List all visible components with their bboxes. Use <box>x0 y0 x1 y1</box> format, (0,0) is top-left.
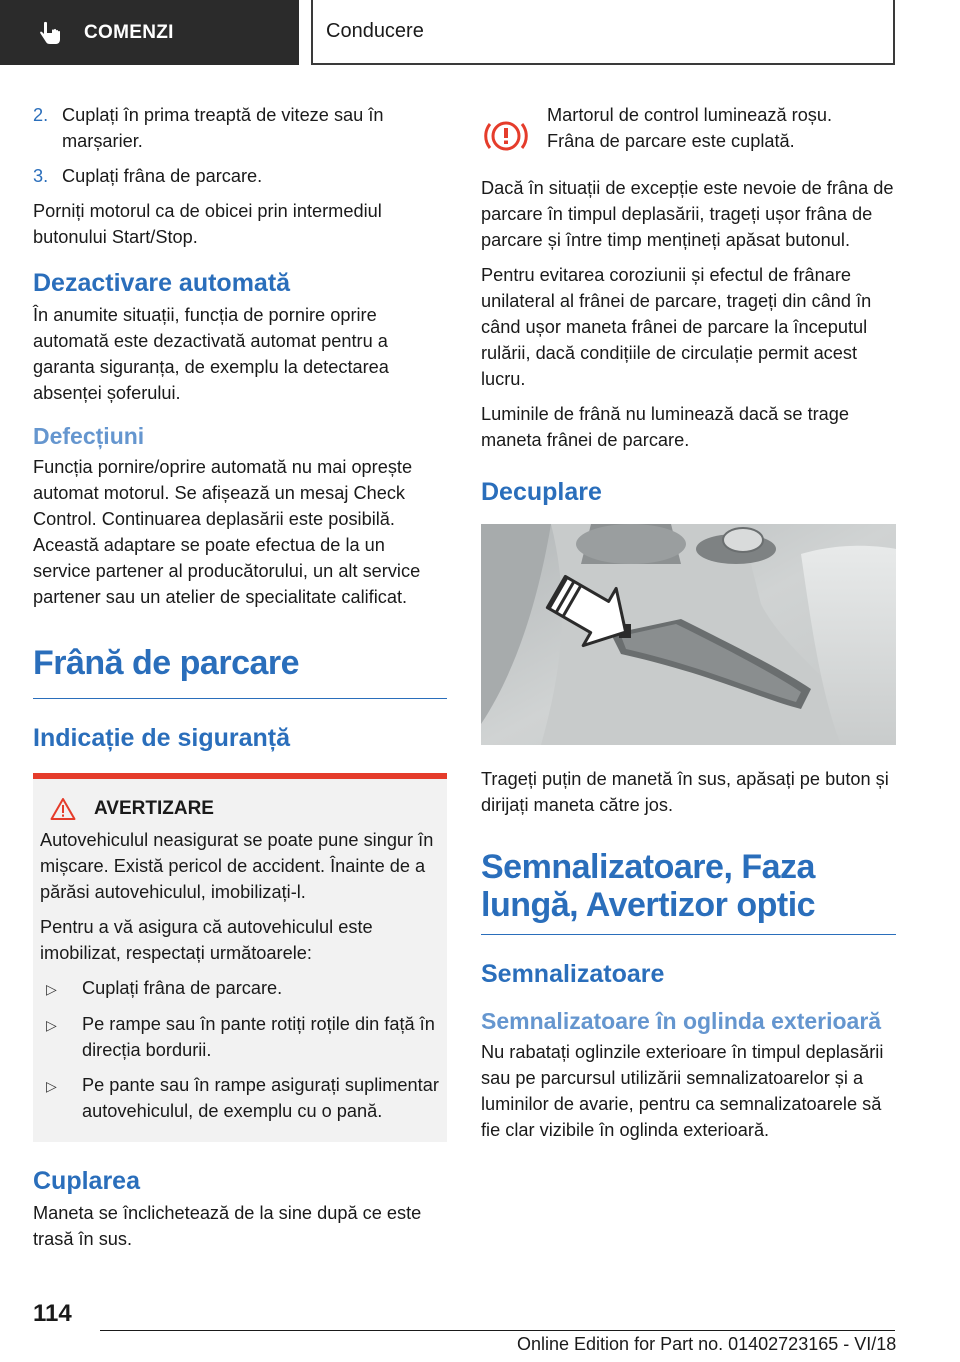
step-item <box>33 102 447 154</box>
lamp-text-line: Martorul de control luminează roșu. <box>547 105 833 125</box>
right-column <box>481 102 896 1152</box>
warning-triangle-icon <box>50 797 76 821</box>
indicator-lamp-block <box>481 102 896 161</box>
section-title: COMENZI <box>84 21 174 43</box>
step-number: 3. <box>33 166 49 186</box>
step-text: Cuplați în prima treaptă de viteze sau în marșarier. <box>62 105 384 151</box>
chapter-title: Conducere <box>326 20 424 42</box>
paragraph-oglinda: Nu rabatați oglinzile exterioare în timpul deplasării sau pe parcursul utilizării semnalizatoarelor și a luminilor de avarie, pentru ca semnalizatoarele să fie clar vizibile în oglinda exterioară. <box>481 1042 884 1140</box>
bullet-triangle-icon: ▷ <box>46 1078 57 1094</box>
heading-decuplare: Decuplare <box>481 478 602 506</box>
start-paragraph: Porniți motorul ca de obicei prin intermediul butonului Start/Stop. <box>33 201 382 247</box>
warning-title: AVERTIZARE <box>50 797 439 821</box>
header-section-tab <box>0 0 299 65</box>
heading-dezactivare: Dezactivare automată <box>33 269 291 297</box>
page-number: 114 <box>33 1300 72 1327</box>
parking-brake-lever-image <box>481 524 896 745</box>
bullet-triangle-icon: ▷ <box>46 1017 57 1033</box>
warning-paragraph: Autovehiculul neasigurat se poate pune singur în mișcare. Există pericol de accident. Înainte de a părăsi autovehiculul, imobilizați-l. <box>40 830 434 902</box>
hand-pointer-icon <box>38 20 64 46</box>
paragraph: Luminile de frână nu luminează dacă se trage maneta frânei de parcare. <box>481 404 850 450</box>
paragraph: Pentru evitarea coroziunii și efectul de frânare unilateral al frânei de parcare, trageți din când în când ușor maneta frânei de parcare la începutul rulării, dacă condițiile de circulație permit acest lucru. <box>481 265 872 389</box>
step-number: 2. <box>33 105 49 125</box>
warning-box <box>33 773 447 1142</box>
heading-frana-de-parcare: Frână de parcare <box>33 644 447 699</box>
bullet-item: ▷ Pe rampe sau în pante rotiți roțile din față în direcția bordurii. <box>40 1011 439 1063</box>
bullet-triangle-icon: ▷ <box>46 981 57 997</box>
paragraph-cuplarea: Maneta se înclichetează de la sine după ce este trasă în sus. <box>33 1203 422 1249</box>
warning-paragraph: Pentru a vă asigura că autovehiculul este imobilizat, respectați următoarele: <box>40 917 373 963</box>
heading-semnalizatoare: Semnalizatoare <box>481 960 665 988</box>
heading-cuplarea: Cuplarea <box>33 1167 140 1195</box>
left-column <box>33 102 447 1261</box>
heading-defectiuni: Defecțiuni <box>33 423 145 449</box>
parking-brake-warning-icon <box>481 116 531 156</box>
paragraph: Dacă în situații de excepție este nevoie de frâna de parcare în timpul deplasării, trageți ușor frâna de parcare și între timp mențineți apăsat butonul. <box>481 178 894 250</box>
header-chapter-box <box>311 0 895 65</box>
heading-indicatie: Indicație de siguranță <box>33 724 291 752</box>
step-text: Cuplați frâna de parcare. <box>62 166 263 186</box>
footer-divider <box>100 1330 895 1331</box>
heading-semnalizatoare-big: Semnalizatoare, Faza lungă, Avertizor optic <box>481 848 896 935</box>
step-item <box>33 163 447 189</box>
bullet-item: ▷ Pe pante sau în rampe asigurați suplimentar autovehiculul, de exemplu cu o pană. <box>40 1072 439 1124</box>
footer-edition: Online Edition for Part no. 01402723165 - VI/18 <box>517 1334 897 1354</box>
heading-oglinda: Semnalizatoare în oglinda exterioară <box>481 1008 882 1034</box>
lamp-text-line: Frâna de parcare este cuplată. <box>547 131 795 151</box>
paragraph-decuplare: Trageți puțin de manetă în sus, apăsați pe buton și dirijați maneta către jos. <box>481 769 889 815</box>
paragraph-dezactivare: În anumite situații, funcția de pornire oprire automată este dezactivată automat pentru a garanta siguranța, de exemplu la detectarea absenței șoferului. <box>33 305 389 403</box>
bullet-item: ▷ Cuplați frâna de parcare. <box>40 975 439 1002</box>
paragraph-defectiuni: Funcția pornire/oprire automată nu mai oprește automat motorul. Se afișează un mesaj Check Control. Continuarea deplasării este posibilă. Această adaptare se poate efectua de la un service partener al producătorului, un alt service partener sau un atelier de specialitate calificat. <box>33 457 421 607</box>
